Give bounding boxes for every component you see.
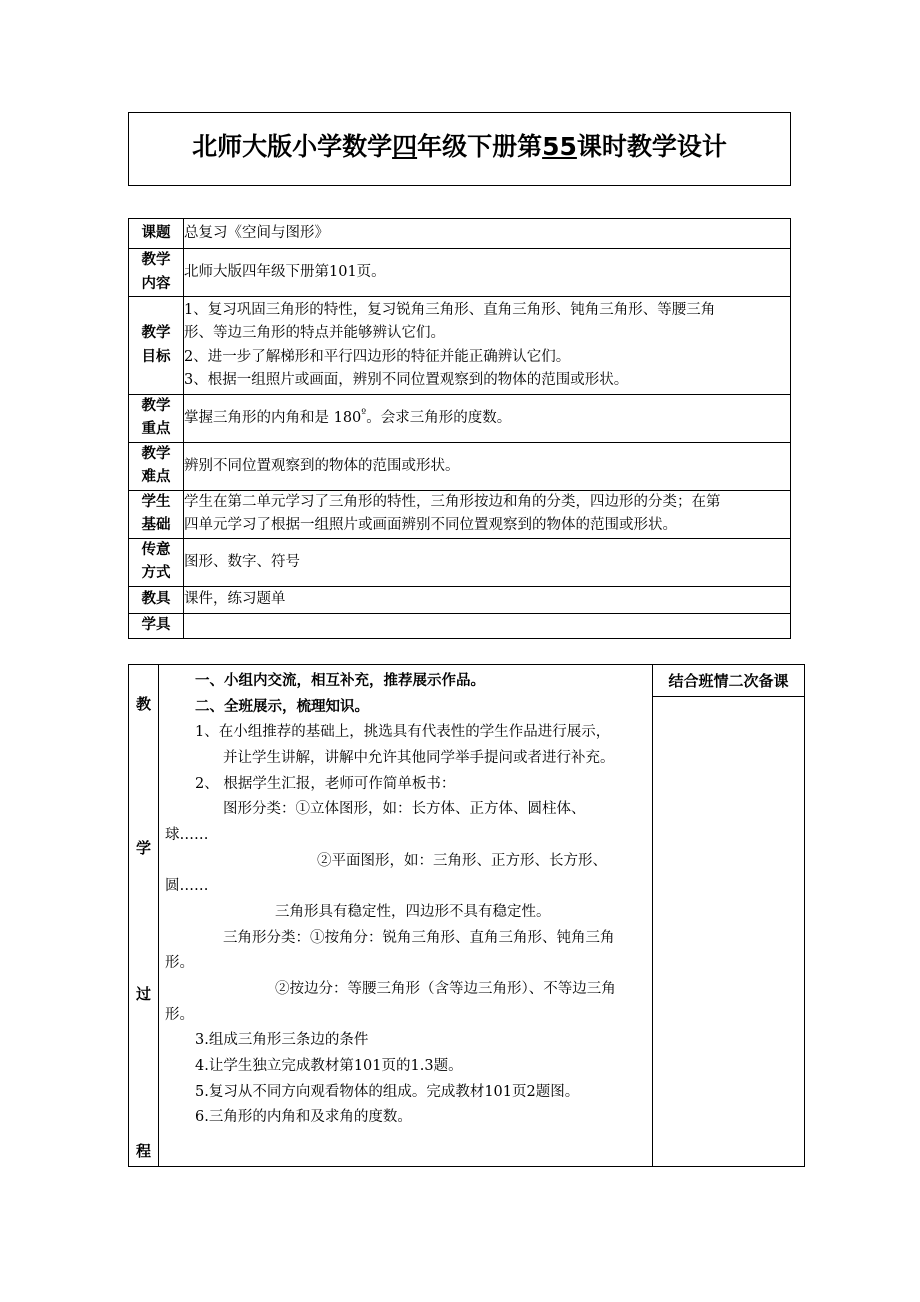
title-mid: 年级下册第 [417,132,543,161]
row-label-student-basis-line2: 基础 [141,517,171,534]
title-grade: 四 [392,132,418,161]
row-value-student-basis [184,490,791,538]
table-row-content [129,249,791,297]
table-row-topic [129,219,791,249]
process-line: 圆…… [165,878,209,895]
title-lesson-no: 55 [542,132,577,161]
table-row-difficulty [129,442,791,490]
row-label-difficulty-line1: 教学 [141,445,171,462]
student-basis-line: 学生在第二单元学习了三角形的特性，三角形按边和角的分类，四边形的分类；在第 [184,493,721,510]
row-label-difficulty [129,442,184,490]
key-point-text-post: 。会求三角形的度数。 [366,409,512,426]
second-preparation-header: 结合班情二次备课 [653,665,804,697]
process-content [159,665,653,1167]
process-line: ②按边分：等腰三角形（含等边三角形）、不等边三角 [275,980,616,997]
teaching-process-row [129,665,805,1167]
objective-line: 2、进一步了解梯形和平行四边形的特征并能正确辨认它们。 [184,348,571,365]
row-label-content [129,249,184,297]
row-label-objectives-line1: 教学 [141,325,171,342]
process-line: 三角形分类：①按角分：锐角三角形、直角三角形、钝角三角 [223,929,615,946]
objective-line: 形、等边三角形的特点并能够辨认它们。 [184,325,445,342]
process-side-char: 学 [135,839,151,857]
table-row-teaching-aids [129,586,791,613]
objective-line: 3、根据一组照片或画面，辨别不同位置观察到的物体的范围或形状。 [184,371,629,388]
degree-symbol: º [361,406,367,419]
student-basis-line: 四单元学习了根据一组照片或画面辨别不同位置观察到的物体的范围或形状。 [184,517,677,534]
process-line: ②平面图形，如：三角形、正方形、长方形、 [317,852,607,869]
process-line: 三角形具有稳定性，四边形不具有稳定性。 [275,903,551,920]
process-line: 6.三角形的内角和及求角的度数。 [195,1109,412,1126]
table-row-key-point [129,395,791,443]
second-preparation-column [653,665,805,1167]
process-side-char: 程 [135,1142,151,1160]
row-label-teaching-aids: 教具 [129,586,184,613]
row-value-key-point [184,395,791,443]
title-prefix: 北师大版小学数学 [192,132,393,161]
process-line: 1、在小组推荐的基础上，挑选具有代表性的学生作品进行展示， [195,724,611,741]
process-line: 3.组成三角形三条边的条件 [195,1032,369,1049]
row-label-communication-line1: 传意 [141,541,171,558]
title-box [128,112,791,186]
row-label-key-point-line1: 教学 [141,398,171,414]
process-line: 形。 [165,1006,194,1023]
row-label-key-point-line2: 重点 [141,421,171,438]
table-row-learning-aids [129,613,791,638]
process-side-chars [129,665,158,1166]
process-line: 一、小组内交流，相互补充，推荐展示作品。 [195,673,485,689]
page-title [129,127,790,163]
row-label-topic: 课题 [129,219,184,249]
row-label-content-line2: 内容 [141,275,171,292]
process-side-label [129,665,159,1167]
process-line: 形。 [165,955,194,972]
teaching-process-table [128,664,805,1167]
row-label-content-line1: 教学 [141,252,171,269]
row-label-learning-aids: 学具 [129,613,184,638]
row-label-objectives [129,297,184,395]
key-point-text-pre: 掌握三角形的内角和是 180 [184,409,362,426]
process-line: 4.让学生独立完成教材第101页的1.3题。 [195,1057,463,1074]
row-value-objectives [184,297,791,395]
row-value-communication: 图形、数字、符号 [184,538,791,586]
process-line: 5.复习从不同方向观看物体的组成。完成教材101页2题图。 [195,1083,580,1100]
row-label-difficulty-line2: 难点 [141,469,171,486]
process-line: 并让学生讲解，讲解中允许其他同学举手提问或者进行补充。 [223,749,615,766]
lesson-info-table [128,218,791,639]
row-label-key-point [129,395,184,443]
row-label-communication-line2: 方式 [141,565,171,582]
row-label-student-basis [129,490,184,538]
row-label-student-basis-line1: 学生 [141,493,171,510]
process-side-char: 教 [135,695,151,713]
process-side-char: 过 [135,985,151,1003]
row-value-content: 北师大版四年级下册第101页。 [184,249,791,297]
row-value-topic: 总复习《空间与图形》 [184,219,791,249]
row-label-communication [129,538,184,586]
objective-line: 1、复习巩固三角形的特性，复习锐角三角形、直角三角形、钝角三角形、等腰三角 [184,301,716,318]
process-line: 球…… [165,826,209,843]
row-value-teaching-aids: 课件，练习题单 [184,586,791,613]
row-value-difficulty: 辨别不同位置观察到的物体的范围或形状。 [184,442,791,490]
table-row-objectives [129,297,791,395]
table-row-student-basis [129,490,791,538]
row-value-learning-aids [184,613,791,638]
process-line: 图形分类：①立体图形，如：长方体、正方体、圆柱体、 [223,801,586,818]
title-suffix: 课时教学设计 [576,132,727,161]
process-line: 二、全班展示，梳理知识。 [195,698,369,715]
process-line: 2、 根据学生汇报，老师可作简单板书： [195,775,456,792]
row-label-objectives-line2: 目标 [141,348,171,365]
second-preparation-body[interactable] [653,697,804,1163]
table-row-communication [129,538,791,586]
